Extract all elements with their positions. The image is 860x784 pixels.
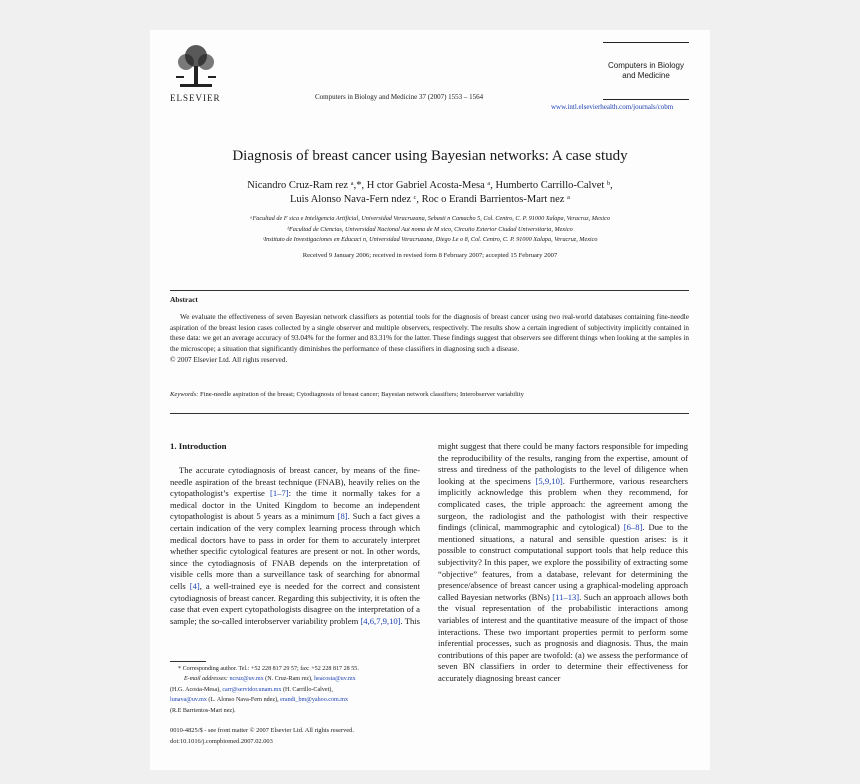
affiliation-a: ᵃFacultad de F sica e Inteligencia Artificial, Universidad Veracruzana, Sebasti n Camacho 5, Col. Centro, C. P. 91000 Xalapa, Veracruz, Mexico	[250, 215, 610, 222]
email-owner: (H. Carrillo-Calvet),	[282, 686, 333, 693]
email-link[interactable]: lunava@uv.mx	[170, 697, 207, 704]
abstract-body	[170, 312, 689, 366]
email-link[interactable]: carr@servidor.unam.mx	[222, 686, 282, 693]
email-link[interactable]: ncruz@uv.mx	[229, 676, 264, 683]
text-run: , a well-trained eye is needed for the correct and consistent cytodiagnosis of breast cancer. Regarding this subjectivity, it is often the case that even expert cytopathologists disagree on the interpretation of a sample; the so-called interobserver variability problem	[170, 580, 420, 626]
text-run: . This	[400, 615, 420, 626]
email-addresses-cont	[170, 685, 425, 695]
text-run: might suggest that there could be many factors responsible for impeding the reproducibility of the results, ranging from the expertise, amount of stress and tiredness of the pathologists to the level of diligence when looking at the specimens	[438, 441, 688, 486]
affiliation-c: ᶜInstituto de Investigaciones en Educaci n, Universidad Veracruzana, Diego Le o 8, Col. Centro, C. P. 91000 Xalapa, Veracruz, Mexico	[262, 236, 598, 243]
affiliation-b: ᵇFacultad de Ciencias, Universidad Nacional Aut noma de M xico, Circuito Exterior Ciudad Universitaria, Mexico	[287, 225, 573, 233]
text-run: : the time it normally takes for a medical doctor in the United Kingdom to become an independent cytopathologist is about 5 years as a minimum	[170, 488, 420, 522]
intro-paragraph-1	[170, 465, 420, 627]
elsevier-logo	[170, 42, 222, 103]
doi-line: doi:10.1016/j.compbiomed.2007.02.003	[170, 738, 273, 745]
keywords	[170, 391, 689, 398]
received-dates: Received 9 January 2006; received in revised form 8 February 2007; accepted 15 February 2007	[302, 252, 558, 259]
abstract-heading: Abstract	[170, 295, 198, 304]
body-column-right	[438, 441, 688, 684]
citation-link[interactable]: [1–7]	[270, 488, 289, 499]
authors-line-2: Luis Alonso Nava-Fern ndez ᶜ, Roc o Erandi Barrientos-Mart nez ᵃ	[290, 194, 570, 205]
keywords-label: Keywords:	[170, 391, 199, 398]
text-run: . Due to the mentioned situations, a natural and sensible question arises: is it possible to construct computational support tools that help reduce this subjectivity? In this paper, we explore the possibility of extracting some “objective” features, from a database, relevant for determining the presence/absence of breast cancer using a graphical-modeling approach called Bayesian networks (BNs)	[438, 522, 688, 602]
elsevier-tree-icon	[170, 42, 222, 90]
email-addresses-cont	[170, 695, 425, 705]
publisher-name: ELSEVIER	[170, 93, 221, 103]
journal-logo	[603, 42, 689, 100]
email-link[interactable]: heacosta@uv.mx	[314, 676, 356, 683]
citation-link[interactable]: [4]	[189, 580, 200, 591]
intro-paragraph-continued	[438, 441, 688, 684]
footnote-divider	[170, 661, 206, 662]
citation-link[interactable]: [6–8]	[623, 522, 643, 533]
text-run: The accurate cytodiagnosis of breast cancer, by means of the fine-needle aspiration of the breast technique (FNAB), heavily relies on the cytopathologist’s expertise	[170, 465, 420, 499]
email-owner: (H.G. Acosta-Mesa),	[170, 686, 221, 693]
text-run: . Such an approach allows both the visual representation of the probabilistic interactions among variables of interest and the quantitative measure of the impact of those interactions. These two important properties permit to perform some inferential processes, such as prognosis and diagnosis. Thus, the main contributions of this paper are twofold: (a) we assess the performance of seven BN classifiers in order to determine their effectiveness for accurately diagnosing breast cancer	[438, 591, 689, 683]
journal-url-link[interactable]: www.intl.elsevierhealth.com/journals/cobm	[551, 103, 674, 111]
abstract-top-divider	[170, 290, 689, 291]
keywords-list: Fine-needle aspiration of the breast; Cytodiagnosis of breast cancer; Bayesian network classifiers; Interobserver variability	[199, 391, 524, 398]
abstract-bottom-divider	[170, 413, 689, 414]
abstract-copyright: © 2007 Elsevier Ltd. All rights reserved.	[170, 355, 288, 364]
text-run: . Such a fact gives a certain indication of the very complex learning process through which medical doctors have to pass in order for them to accurately interpret whether specific cytological features are present or not. In other words, since the cytodiagnosis of FNAB depends on the interpretation of visible cells more than a surveillance task of searching for abnormal cells	[170, 511, 420, 591]
section-heading-introduction: 1. Introduction	[170, 441, 227, 451]
email-link[interactable]: erandi_bm@yahoo.com.mx	[280, 697, 349, 704]
authors-line-1: Nicandro Cruz-Ram rez ᵃ,*, H ctor Gabriel Acosta-Mesa ᵃ, Humberto Carrillo-Calvet ᵇ,	[247, 180, 613, 191]
authors	[150, 179, 710, 207]
text-run: . Furthermore, various researchers implicitly acknowledge this problem when they recommend, for complicated cases, the triple approach: the agreement among the surgeon, the radiologist and the pathologist with their respective findings (clinical, mammographic and cytological)	[438, 475, 688, 533]
journal-reference: Computers in Biology and Medicine 37 (2007) 1553 – 1564	[315, 93, 484, 101]
journal-logo-text: Computers in Biology and Medicine	[607, 61, 685, 80]
citation-link[interactable]: [8]	[337, 511, 348, 522]
citation-link[interactable]: [4,6,7,9,10]	[360, 615, 401, 626]
issn-line: 0010-4825/$ - see front matter © 2007 Elsevier Ltd. All rights reserved.	[170, 727, 354, 734]
email-addresses	[170, 674, 425, 684]
front-matter-footer	[170, 725, 354, 747]
citation-link[interactable]: [11–13]	[552, 591, 580, 602]
citation-link[interactable]: [5,9,10]	[535, 475, 563, 486]
footnotes	[170, 664, 425, 716]
email-label: E-mail addresses:	[184, 676, 228, 683]
article-title: Diagnosis of breast cancer using Bayesian networks: A case study	[232, 148, 628, 164]
email-owner: (L. Alonso Nava-Fern ndez),	[208, 697, 279, 704]
body-column-left	[170, 465, 420, 627]
affiliations	[150, 214, 710, 246]
email-owner: (N. Cruz-Ram rez),	[265, 676, 313, 683]
abstract-text: We evaluate the effectiveness of seven Bayesian network classifiers as potential tools for the diagnosis of breast cancer using two real-world databases containing fine-needle aspiration of the breast lesion cases collected by a single observer and multiple observers, respectively. The results show a certain ingredient of subjectivity implicitly contained in these data: we get an average accuracy of 93.04% for the former and 83.31% for the latter. These findings suggest that observers see different things when looking at the samples in the microscope; a situation that significantly diminishes the performance of these classifiers in diagnosing such a disease.	[170, 313, 689, 354]
corresponding-author-note: * Corresponding author. Tel.: +52 228 817 29 57; fax: +52 228 817 28 55.	[178, 666, 359, 672]
email-owner-last: (R.E Barrientos-Mart nez).	[170, 707, 236, 714]
